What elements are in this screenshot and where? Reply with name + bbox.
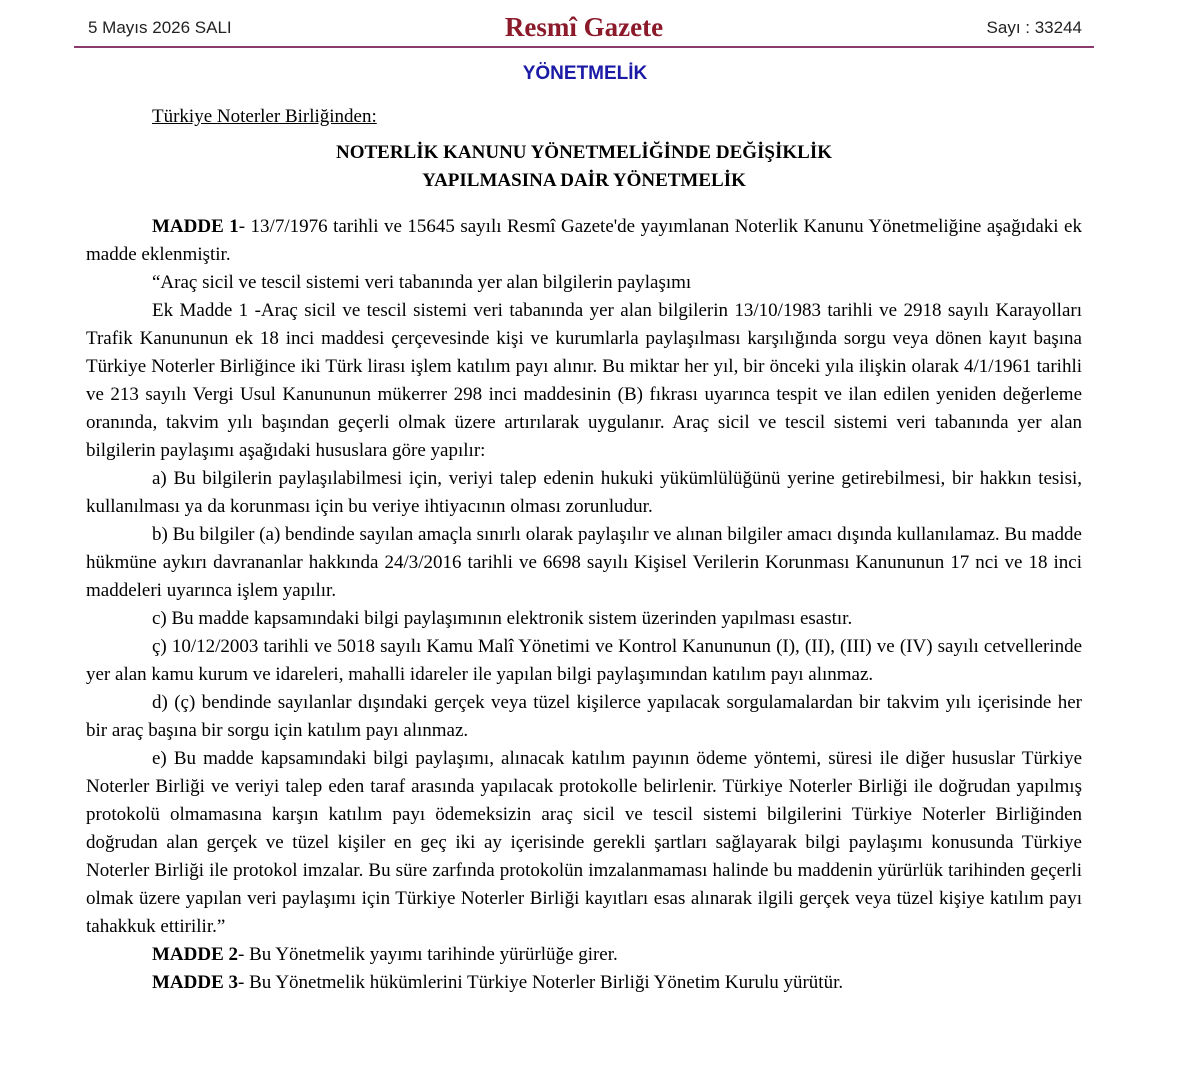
article-3-text: - Bu Yönetmelik hükümlerini Türkiye Noterler Birliği Yönetim Kurulu yürütür. (238, 972, 844, 993)
gazette-title: Resmî Gazete (504, 12, 664, 42)
publication-date: 5 Mayıs 2026 SALI (88, 18, 232, 37)
article-2-text: - Bu Yönetmelik yayımı tarihinde yürürlüğe girer. (238, 944, 618, 965)
regulation-title (86, 139, 1082, 195)
regulation-body (86, 213, 1082, 997)
article-3-label: MADDE 3 (152, 972, 239, 993)
section-title: YÖNETMELİK (522, 63, 648, 84)
ek-madde-1: Ek Madde 1 -Araç sicil ve tescil sistemi veri tabanında yer alan bilgilerin 13/10/1983 tarihli ve 2918 sayılı Karayolları Trafik Kanununun ek 18 inci maddesi çerçevesinde kişi ve kurumlarla paylaşılması karşılığında sorgu veya dönen kayıt başına Türkiye Noterler Birliğince iki Türk lirası işlem katılım payı alınır. Bu miktar her yıl, bir önceki yıla ilişkin olarak 4/1/1961 tarihli ve 213 sayılı Vergi Usul Kanununun mükerrer 298 inci maddesinin (B) fıkrası uyarınca tespit ve ilan edilen yeniden değerleme oranında, takvim yılı başından geçerli olmak üzere artırılarak uygulanır. Araç sicil ve tescil sistemi veri tabanında yer alan bilgilerin paylaşımı aşağıdaki hususlara göre yapılır: (86, 300, 1082, 461)
article-1-label: MADDE 1 (152, 216, 239, 237)
gazette-header (74, 10, 1094, 48)
item-d: d) (ç) bendinde sayılanlar dışındaki gerçek veya tüzel kişilerce yapılacak sorgulamalardan bir takvim yılı içerisinde her bir araç başına bir sorgu için katılım payı alınmaz. (86, 692, 1082, 741)
article-3 (86, 969, 1082, 997)
item-a: a) Bu bilgilerin paylaşılabilmesi için, veriyi talep edenin hukuki yükümlülüğünü yerine getirebilmesi, bir hakkın tesisi, kullanılması ya da korunması için bu veriye ihtiyacının olması zorunludur. (86, 468, 1082, 517)
issue-number: Sayı : 33244 (986, 18, 1082, 37)
article-1 (86, 213, 1082, 269)
item-b: b) Bu bilgiler (a) bendinde sayılan amaçla sınırlı olarak paylaşılır ve alınan bilgiler amacı dışında kullanılamaz. Bu madde hükmüne aykırı davrananlar hakkında 24/3/2016 tarihli ve 6698 sayılı Kişisel Verilerin Korunması Kanununun 17 nci ve 18 inci maddeleri uyarınca işlem yapılır. (86, 524, 1082, 601)
article-2-label: MADDE 2 (152, 944, 239, 965)
item-c-cedilla: ç) 10/12/2003 tarihli ve 5018 sayılı Kamu Malî Yönetimi ve Kontrol Kanununun (I), (II), (III) ve (IV) sayılı cetvellerinde yer alan kamu kurum ve idareleri, mahalli idareler ile yapılan bilgi paylaşımından katılım payı alınmaz. (86, 636, 1082, 685)
quote-heading: “Araç sicil ve tescil sistemi veri tabanında yer alan bilgilerin paylaşımı (152, 272, 692, 293)
article-1-text: - 13/7/1976 tarihli ve 15645 sayılı Resmî Gazete'de yayımlanan Noterlik Kanunu Yönetmeliğine aşağıdaki ek madde eklenmiştir. (86, 216, 1082, 265)
regulation-title-line-2: YAPILMASINA DAİR YÖNETMELİK (422, 170, 746, 191)
item-c: c) Bu madde kapsamındaki bilgi paylaşımının elektronik sistem üzerinden yapılması esastır. (152, 608, 853, 629)
regulation-title-line-1: NOTERLİK KANUNU YÖNETMELİĞİNDE DEĞİŞİKLİK (335, 142, 833, 163)
article-2 (86, 941, 1082, 969)
issuing-authority: Türkiye Noterler Birliğinden: (152, 106, 377, 127)
item-e: e) Bu madde kapsamındaki bilgi paylaşımı, alınacak katılım payının ödeme yöntemi, süresi ile diğer hususlar Türkiye Noterler Birliği ve veriyi talep eden taraf arasında yapılacak protokolle belirlenir. Türkiye Noterler Birliği ile doğrudan yapılmış protokolü olmamasına karşın katılım payı ödemeksizin araç sicil ve tescil sistemi bilgilerini Türkiye Noterler Birliğinden doğrudan alan gerçek ve tüzel kişiler en geç iki ay içerisinde gerekli şartları sağlayarak bilgi paylaşımı konusunda Türkiye Noterler Birliği ile protokol imzalar. Bu süre zarfında protokolün imzalanmaması halinde bu maddenin yürürlük tarihinden geçerli olmak üzere yapılan veri paylaşımı için Türkiye Noterler Birliği kayıtları esas alınarak ilgili gerçek veya tüzel kişiye katılım payı tahakkuk ettirilir.” (86, 748, 1082, 937)
